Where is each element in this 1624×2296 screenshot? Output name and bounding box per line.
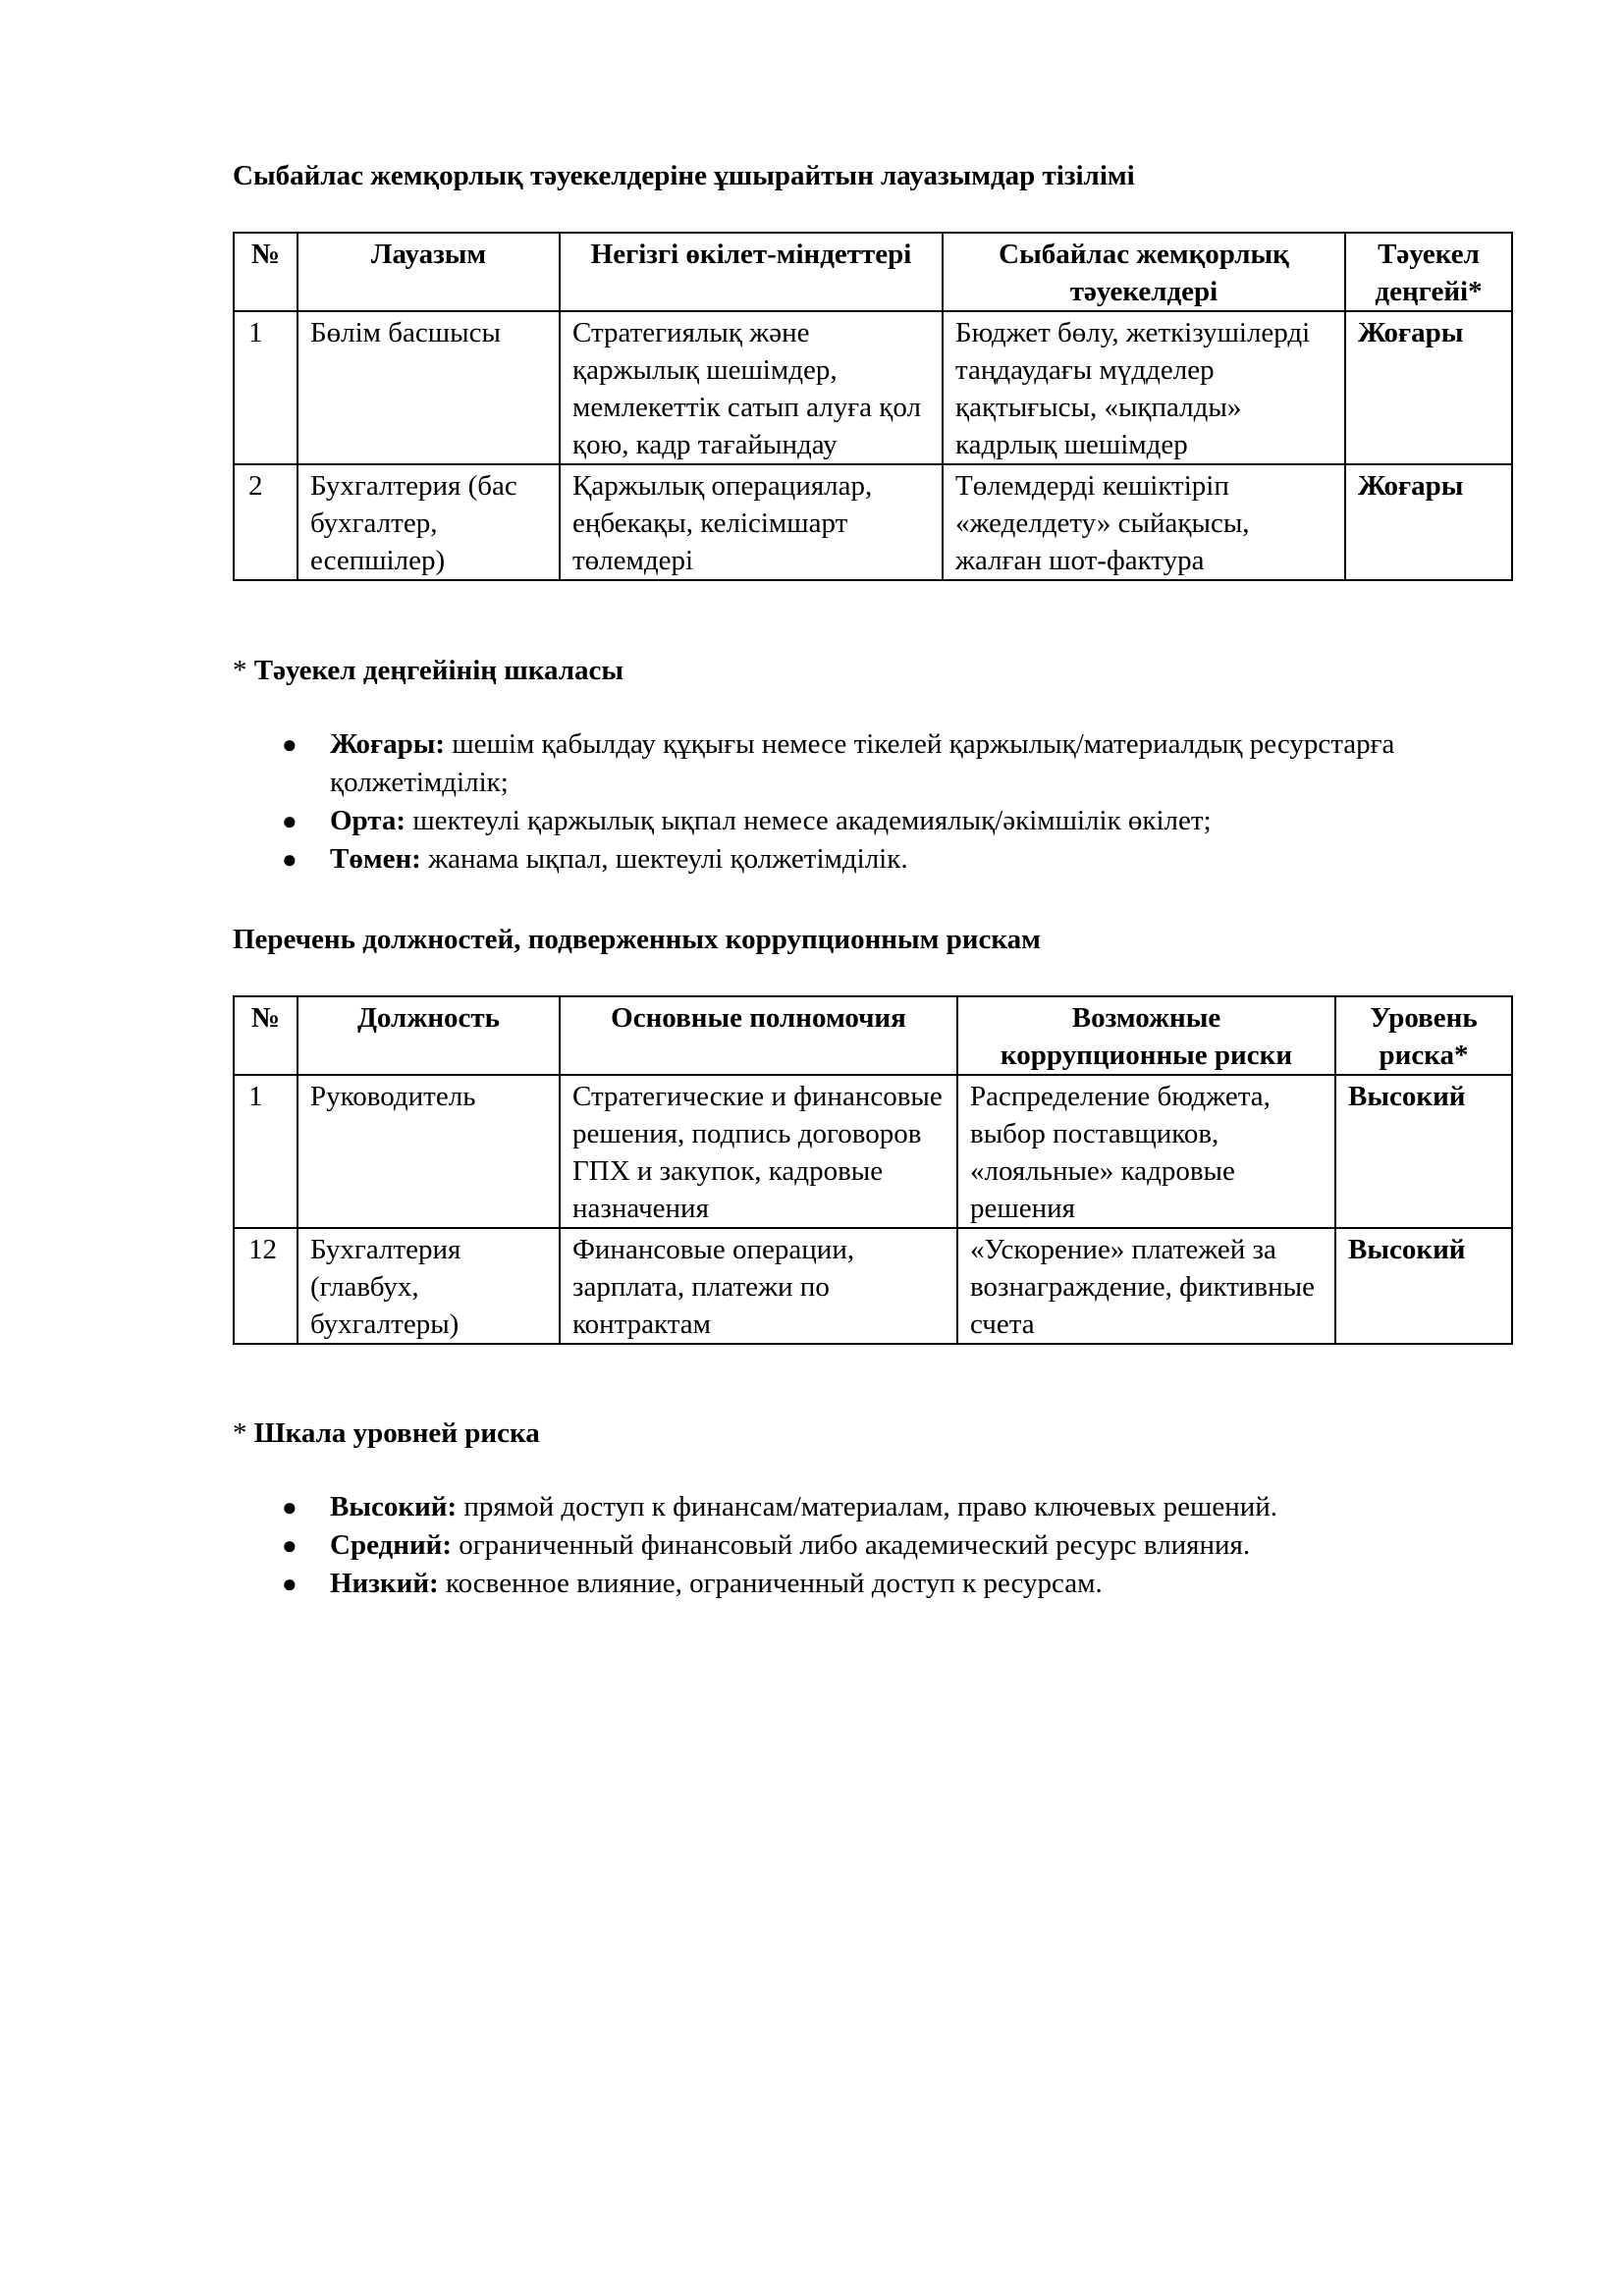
row-risks: Төлемдерді кешіктіріп «жеделдету» сыйақысы, жалған шот-фактура [943, 464, 1345, 580]
ru-header-powers: Основные полномочия [560, 996, 957, 1075]
row-num: 12 [234, 1228, 298, 1344]
row-powers: Қаржылық операциялар, еңбекақы, келісімшарт төлемдері [560, 464, 943, 580]
kz-scale-list [233, 725, 1509, 879]
ru-header-risks: Возможные коррупционные риски [957, 996, 1335, 1075]
table-row [234, 464, 1512, 580]
kz-title: Сыбайлас жемқорлық тәуекелдеріне ұшырайтын лауазымдар тізілімі [233, 160, 1135, 191]
ru-scale-title-text: Шкала уровней риска [253, 1417, 540, 1449]
scale-desc: прямой доступ к финансам/материалам, право ключевых решений. [463, 1491, 1278, 1522]
bullet-icon: ● [282, 1570, 298, 1598]
table-row [234, 311, 1512, 464]
scale-term: Высокий: [330, 1491, 458, 1522]
ru-header-num: № [234, 996, 298, 1075]
ru-title: Перечень должностей, подверженных коррупционным рискам [233, 924, 1041, 955]
bullet-icon: ● [282, 1531, 298, 1560]
ru-scale-title [233, 1416, 540, 1450]
row-risk-level: Жоғары [1345, 311, 1512, 464]
table-row [234, 1075, 1512, 1228]
bullet-icon: ● [282, 730, 298, 759]
kz-header-risks: Сыбайлас жемқорлық тәуекелдері [943, 233, 1345, 311]
row-num: 1 [234, 311, 298, 464]
list-item [233, 840, 1509, 879]
kz-table-header-row [234, 233, 1512, 311]
list-item [233, 1526, 1509, 1565]
list-item [233, 1488, 1509, 1526]
scale-desc: ограниченный финансовый либо академический ресурс влияния. [459, 1529, 1251, 1561]
scale-term: Төмен: [330, 843, 421, 875]
row-risks: Бюджет бөлу, жеткізушілерді таңдаудағы мүдделер қақтығысы, «ықпалды» кадрлық шешімдер [943, 311, 1345, 464]
row-num: 2 [234, 464, 298, 580]
ru-header-position: Должность [298, 996, 560, 1075]
scale-term: Средний: [330, 1529, 453, 1561]
row-risk-level: Высокий [1335, 1228, 1512, 1344]
kz-header-position: Лауазым [298, 233, 560, 311]
bullet-icon: ● [282, 1493, 298, 1522]
scale-desc: шектеулі қаржылық ықпал немесе академиялық/әкімшілік өкілет; [412, 805, 1212, 836]
list-item [233, 1565, 1509, 1603]
row-position: Бухгалтерия (главбух, бухгалтеры) [298, 1228, 560, 1344]
kz-header-level: Тәуекел деңгейі* [1345, 233, 1512, 311]
ru-risk-table [233, 995, 1513, 1345]
row-powers: Стратегиялық және қаржылық шешімдер, мемлекеттік сатып алуға қол қою, кадр тағайындау [560, 311, 943, 464]
row-position: Руководитель [298, 1075, 560, 1228]
ru-scale-list [233, 1488, 1509, 1603]
kz-scale-title [233, 654, 623, 687]
row-risk-level: Высокий [1335, 1075, 1512, 1228]
bullet-icon: ● [282, 845, 298, 874]
row-position: Бөлім басшысы [298, 311, 560, 464]
row-num: 1 [234, 1075, 298, 1228]
scale-desc: шешім қабылдау құқығы немесе тікелей қаржылық/материалдық ресурстарға қолжетімділік; [330, 728, 1395, 798]
row-powers: Финансовые операции, зарплата, платежи по контрактам [560, 1228, 957, 1344]
scale-desc: жанама ықпал, шектеулі қолжетімділік. [428, 843, 908, 875]
bullet-icon: ● [282, 807, 298, 835]
table-row [234, 1228, 1512, 1344]
scale-term: Низкий: [330, 1568, 439, 1599]
row-risk-level: Жоғары [1345, 464, 1512, 580]
kz-scale-title-text: Тәуекел деңгейінің шкаласы [253, 655, 624, 686]
list-item [233, 725, 1509, 802]
kz-header-powers: Негізгі өкілет-міндеттері [560, 233, 943, 311]
ru-table-header-row [234, 996, 1512, 1075]
kz-header-num: № [234, 233, 298, 311]
row-risks: «Ускорение» платежей за вознаграждение, фиктивные счета [957, 1228, 1335, 1344]
row-powers: Стратегические и финансовые решения, подпись договоров ГПХ и закупок, кадровые назначения [560, 1075, 957, 1228]
ru-header-level: Уровень риска* [1335, 996, 1512, 1075]
kz-scale-title-star: * [233, 655, 247, 686]
scale-desc: косвенное влияние, ограниченный доступ к ресурсам. [445, 1568, 1103, 1599]
scale-term: Жоғары: [330, 728, 446, 760]
list-item [233, 802, 1509, 840]
row-position: Бухгалтерия (бас бухгалтер, есепшілер) [298, 464, 560, 580]
row-risks: Распределение бюджета, выбор поставщиков, «лояльные» кадровые решения [957, 1075, 1335, 1228]
kz-risk-table [233, 232, 1513, 581]
scale-term: Орта: [330, 805, 406, 836]
ru-scale-title-star: * [233, 1417, 247, 1449]
